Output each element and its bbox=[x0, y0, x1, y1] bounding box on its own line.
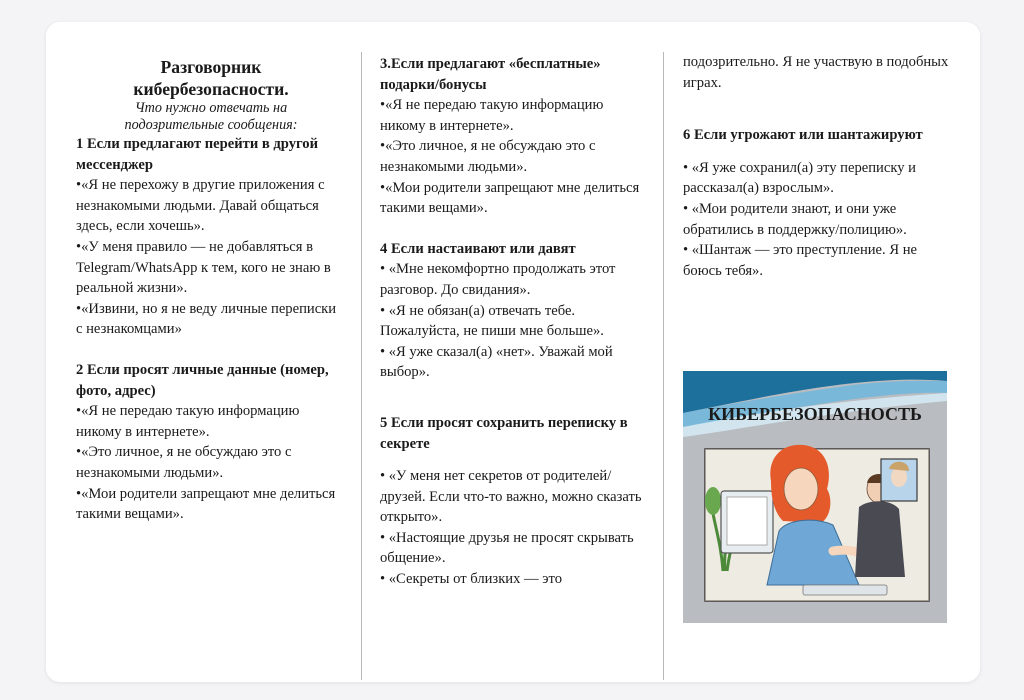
section-1-item: •«Я не перехожу в другие приложения с незнакомыми людьми. Давай общаться здесь, если хочешь». bbox=[76, 177, 325, 235]
section-2-item: •«Это личное, я не обсуждаю это с незнакомыми людьми». bbox=[76, 444, 292, 481]
column-3 bbox=[683, 52, 949, 281]
section-5-item: • «Настоящие друзья не просят скрывать общение». bbox=[380, 529, 634, 567]
section-6-item: • «Шантаж — это преступление. Я не боюсь тебя». bbox=[683, 242, 918, 279]
section-5-heading: 5 Если просят сохранить переписку в секрете bbox=[380, 414, 628, 452]
section-1-item: •«У меня правило — не добавляться в Telegram/WhatsApp к тем, кого не знаю в реальной жизни». bbox=[76, 238, 331, 297]
brochure-title: Разговорник кибербезопасности. bbox=[133, 57, 289, 99]
cybersecurity-illustration bbox=[683, 371, 947, 623]
section-4-item: • «Я не обязан(а) отвечать тебе. Пожалуйста, не пиши мне больше». bbox=[380, 302, 604, 340]
section-5-item: • «Секреты от близких — это bbox=[380, 571, 563, 588]
section-3-heading: 3.Если предлагают «бесплатные» подарки/бонусы bbox=[380, 56, 601, 93]
section-1-heading: 1 Если предлагают перейти в другой мессенджер bbox=[76, 136, 318, 173]
section-5-item: • «У меня нет секретов от родителей/друзей. Если что-то важно, можно сказать открыто». bbox=[380, 468, 642, 526]
brochure-subtitle: Что нужно отвечать на подозрительные сообщения: bbox=[124, 100, 298, 133]
column-divider-2 bbox=[663, 52, 664, 680]
section-2-heading: 2 Если просят личные данные (номер, фото, адрес) bbox=[76, 361, 329, 399]
brochure-page bbox=[46, 22, 980, 682]
section-2-item: •«Я не передаю такую информацию никому в интернете». bbox=[76, 403, 300, 440]
section-6-item: • «Мои родители знают, и они уже обратились в поддержку/полицию». bbox=[683, 200, 907, 238]
column-2 bbox=[380, 54, 642, 590]
section-6-item: • «Я уже сохранил(а) эту переписку и рассказал(а) взрослым». bbox=[683, 159, 916, 197]
section-3-item: •«Мои родители запрещают мне делиться такими вещами». bbox=[380, 179, 640, 217]
section-4-item: • «Я уже сказал(а) «нет». Уважай мой выбор». bbox=[380, 343, 613, 381]
section-6-heading: 6 Если угрожают или шантажируют bbox=[683, 127, 923, 144]
column-divider-1 bbox=[361, 52, 362, 680]
section-3-item: •«Это личное, я не обсуждаю это с незнакомыми людьми». bbox=[380, 138, 596, 175]
section-4-item: • «Мне некомфортно продолжать этот разговор. До свидания». bbox=[380, 261, 616, 298]
column-1 bbox=[76, 56, 346, 525]
section-2-item: •«Мои родители запрещают мне делиться такими вещами». bbox=[76, 485, 336, 523]
section-4-heading: 4 Если настаивают или давят bbox=[380, 240, 576, 257]
section-3-item: •«Я не передаю такую информацию никому в интернете». bbox=[380, 97, 604, 134]
section-1-item: •«Извини, но я не веду личные переписки с незнакомцами» bbox=[76, 300, 337, 338]
section-5-continuation: подозрительно. Я не участвую в подобных играх. bbox=[683, 54, 949, 91]
illustration-caption: КИБЕРБЕЗОПАСНОСТЬ bbox=[708, 404, 922, 424]
